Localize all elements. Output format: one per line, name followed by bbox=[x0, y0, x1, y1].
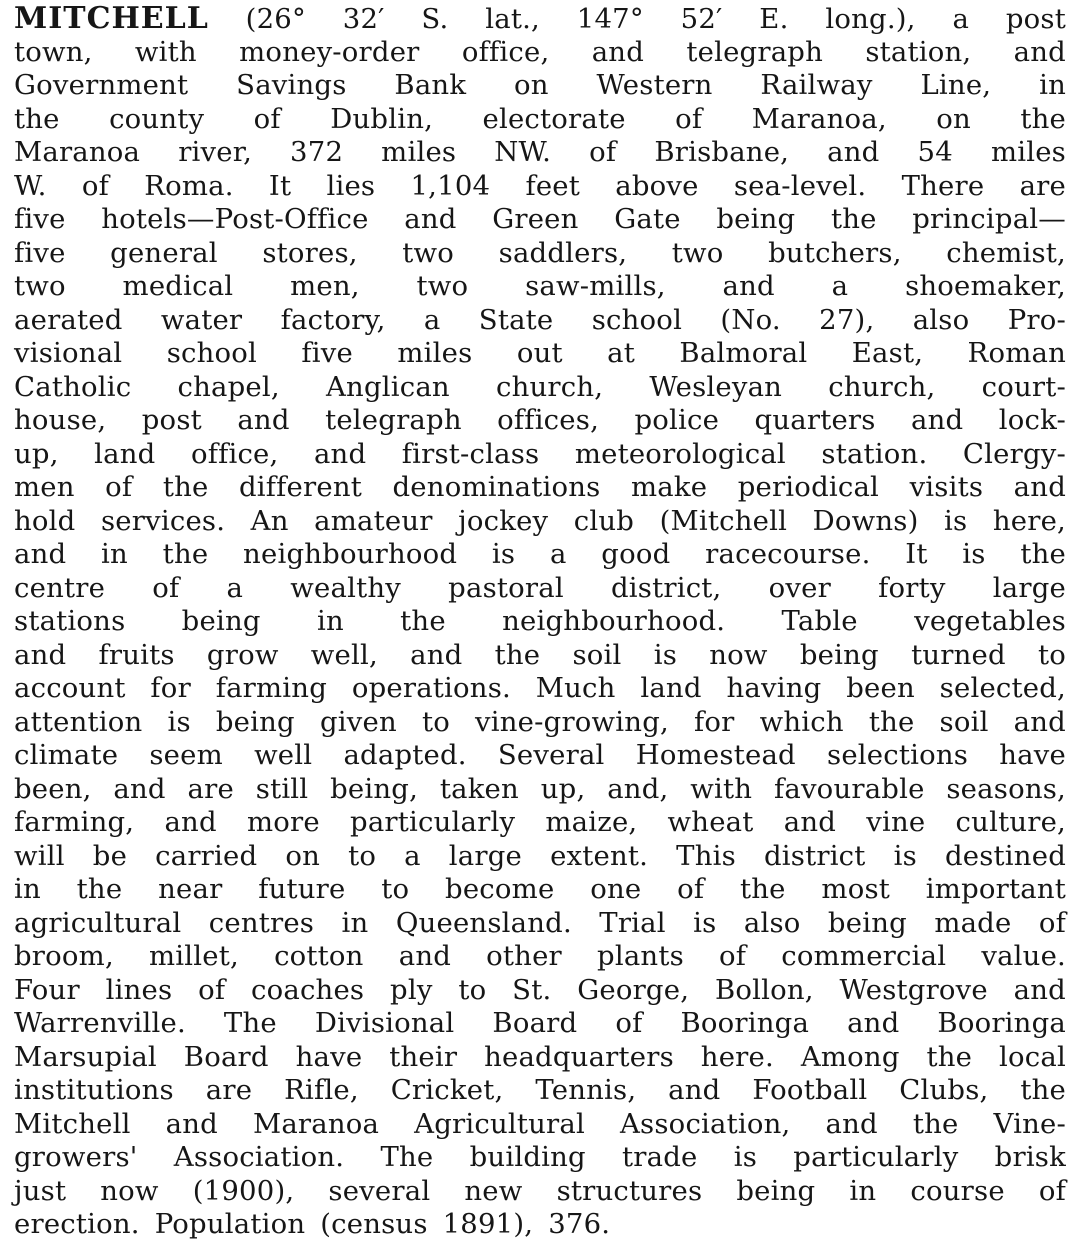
text-line: institutions are Rifle, Cricket, Tennis, and Football Clubs, the bbox=[14, 1074, 1066, 1106]
text-line: centre of a wealthy pastoral district, over forty large bbox=[14, 571, 1066, 604]
text-line: aerated water factory, a State school (No. 27), also Pro- bbox=[14, 303, 1066, 336]
text-line: Marsupial Board have their headquarters here. Among the local bbox=[14, 1040, 1066, 1073]
headword-coordinates: (26° 32′ S. lat., 147° 52′ E. long.), a post bbox=[208, 3, 1066, 35]
text-line: visional school five miles out at Balmoral East, Roman bbox=[14, 337, 1066, 369]
text-line: and fruits grow well, and the soil is now being turned to bbox=[14, 638, 1066, 671]
text-line bbox=[14, 2, 1066, 36]
text-line: up, land office, and first-class meteorological station. Clergy- bbox=[14, 437, 1066, 470]
text-line: Mitchell and Maranoa Agricultural Association, and the Vine- bbox=[14, 1107, 1066, 1140]
headword: MITCHELL bbox=[14, 1, 209, 36]
text-line: in the near future to become one of the most important bbox=[14, 873, 1066, 905]
text-line: W. of Roma. It lies 1,104 feet above sea-level. There are bbox=[14, 169, 1066, 202]
text-line: stations being in the neighbourhood. Table vegetables bbox=[14, 605, 1066, 637]
text-line: town, with money-order office, and telegraph station, and bbox=[14, 35, 1066, 68]
text-line: five general stores, two saddlers, two butchers, chemist, bbox=[14, 236, 1066, 269]
text-line: and in the neighbourhood is a good racecourse. It is the bbox=[14, 538, 1066, 570]
text-line: farming, and more particularly maize, wheat and vine culture, bbox=[14, 806, 1066, 838]
text-line: been, and are still being, taken up, and, with favourable seasons, bbox=[14, 772, 1066, 805]
text-line: agricultural centres in Queensland. Trial is also being made of bbox=[14, 906, 1066, 939]
text-line: growers' Association. The building trade is particularly brisk bbox=[14, 1141, 1066, 1173]
text-line: two medical men, two saw-mills, and a shoemaker, bbox=[14, 270, 1066, 302]
text-line: hold services. An amateur jockey club (Mitchell Downs) is here, bbox=[14, 504, 1066, 537]
text-line: erection. Population (census 1891), 376. bbox=[14, 1208, 611, 1240]
text-line: Maranoa river, 372 miles NW. of Brisbane, and 54 miles bbox=[14, 136, 1066, 168]
text-line: broom, millet, cotton and other plants of commercial value. bbox=[14, 940, 1066, 972]
text-line: five hotels—Post-Office and Green Gate being the principal— bbox=[14, 203, 1066, 235]
text-line: will be carried on to a large extent. This district is destined bbox=[14, 839, 1066, 872]
text-line: the county of Dublin, electorate of Maranoa, on the bbox=[14, 102, 1066, 135]
text-line: Four lines of coaches ply to St. George, Bollon, Westgrove and bbox=[14, 973, 1066, 1006]
text-line: Warrenville. The Divisional Board of Booringa and Booringa bbox=[14, 1007, 1066, 1039]
text-line: climate seem well adapted. Several Homestead selections have bbox=[14, 739, 1066, 771]
text-line: attention is being given to vine-growing, for which the soil and bbox=[14, 705, 1066, 738]
text-line: just now (1900), several new structures being in course of bbox=[14, 1174, 1066, 1207]
text-line: Catholic chapel, Anglican church, Wesleyan church, court- bbox=[14, 370, 1066, 403]
text-line: account for farming operations. Much land having been selected, bbox=[14, 672, 1066, 704]
text-line: house, post and telegraph offices, police quarters and lock- bbox=[14, 404, 1066, 436]
text-line: Government Savings Bank on Western Railway Line, in bbox=[14, 69, 1066, 101]
text-line: men of the different denominations make periodical visits and bbox=[14, 471, 1066, 503]
